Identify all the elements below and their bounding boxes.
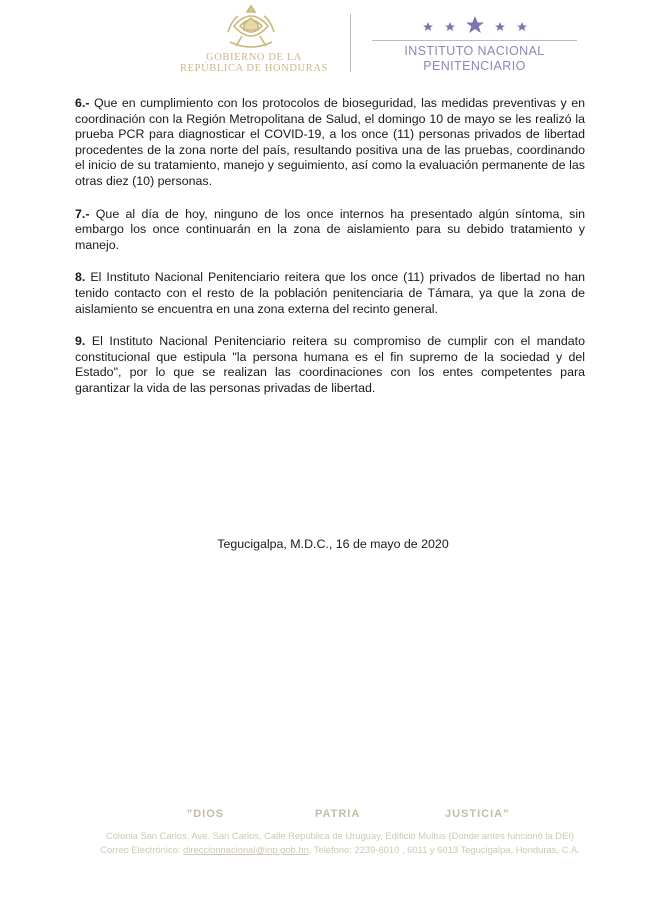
- paragraph-text: Que en cumplimiento con los protocolos de bioseguridad, las medidas preventivas y en coordinación con la Región Metropolitana de Salud, el domingo 10 de mayo se les realizó la prueba PCR para diagnosticar el COVID-19, a los once (11) personas privados de libertad procedentes de la zona norte del país, resultando positiva una de las pruebas, coordinando el inicio de su tratamiento, manejo y seguimiento, así como la evaluación permanente de las otras diez (10) personas.: [75, 96, 585, 188]
- footer-email-link[interactable]: direccionnacional@inp.gob.hn: [183, 844, 309, 855]
- footer-contact: [70, 829, 610, 857]
- paragraph-number: 8.: [75, 270, 86, 285]
- motto-word-dios: "DIOS: [187, 808, 225, 820]
- paragraph-text: Que al día de hoy, ninguno de los once internos ha presentado algún síntoma, sin embargo los once continuarán en la zona de aislamiento para su debido tratamiento y manejo.: [75, 206, 585, 252]
- government-line-1: GOBIERNO DE LA: [206, 52, 302, 63]
- institute-name: [372, 44, 577, 74]
- stars-icon: [420, 14, 530, 34]
- paragraph-7: [75, 207, 585, 254]
- institute-rule: [372, 40, 577, 41]
- coat-of-arms-icon: [220, 2, 282, 52]
- footer-address: Colonia San Carlos, Ave. San Carlos, Calle República de Uruguay, Edificio Multus (Donde antes funcionó la DEI): [105, 830, 575, 841]
- paragraph-number: 6.-: [75, 96, 90, 110]
- footer-contact-line: [70, 843, 610, 857]
- footer-phones: , Teléfono: 2239-6010 , 6011 y 6013 Tegucigalpa, Honduras, C.A.: [308, 844, 580, 855]
- institute-line-2: PENITENCIARIO: [423, 59, 526, 73]
- paragraph-text: El Instituto Nacional Penitenciario reitera que los once (11) privados de libertad no han tenido contacto con el resto de la población penitenciaria de Támara, ya que la zona de aislamiento se encuentra en una zona externa del recinto general.: [75, 270, 585, 316]
- motto: [0, 808, 666, 824]
- paragraph-8: [75, 270, 585, 317]
- motto-word-patria: PATRIA: [315, 808, 361, 820]
- document-body: [75, 96, 585, 414]
- paragraph-number: 7.-: [75, 206, 90, 221]
- paragraph-9: [75, 334, 585, 396]
- government-line-2: REPÚBLICA DE HONDURAS: [180, 63, 328, 74]
- paragraph-number: 9.: [75, 334, 86, 349]
- letterhead: [0, 0, 666, 90]
- paragraph-text: El Instituto Nacional Penitenciario reitera su compromiso de cumplir con el mandato constitucional que estipula "la persona humana es el fin supremo de la sociedad y del Estado", por lo que se realizan las coordinaciones con los entes competentes para garantizar la vida de las personas privadas de libertad.: [75, 334, 585, 395]
- footer-email-label: Correo Electrónico:: [100, 844, 181, 855]
- institute-line-1: INSTITUTO NACIONAL: [404, 44, 545, 58]
- header-divider: [350, 14, 351, 72]
- motto-word-justicia: JUSTICIA": [445, 808, 510, 820]
- government-name: [170, 52, 338, 74]
- paragraph-6: [75, 96, 585, 190]
- date-line: Tegucigalpa, M.D.C., 16 de mayo de 2020: [217, 537, 449, 551]
